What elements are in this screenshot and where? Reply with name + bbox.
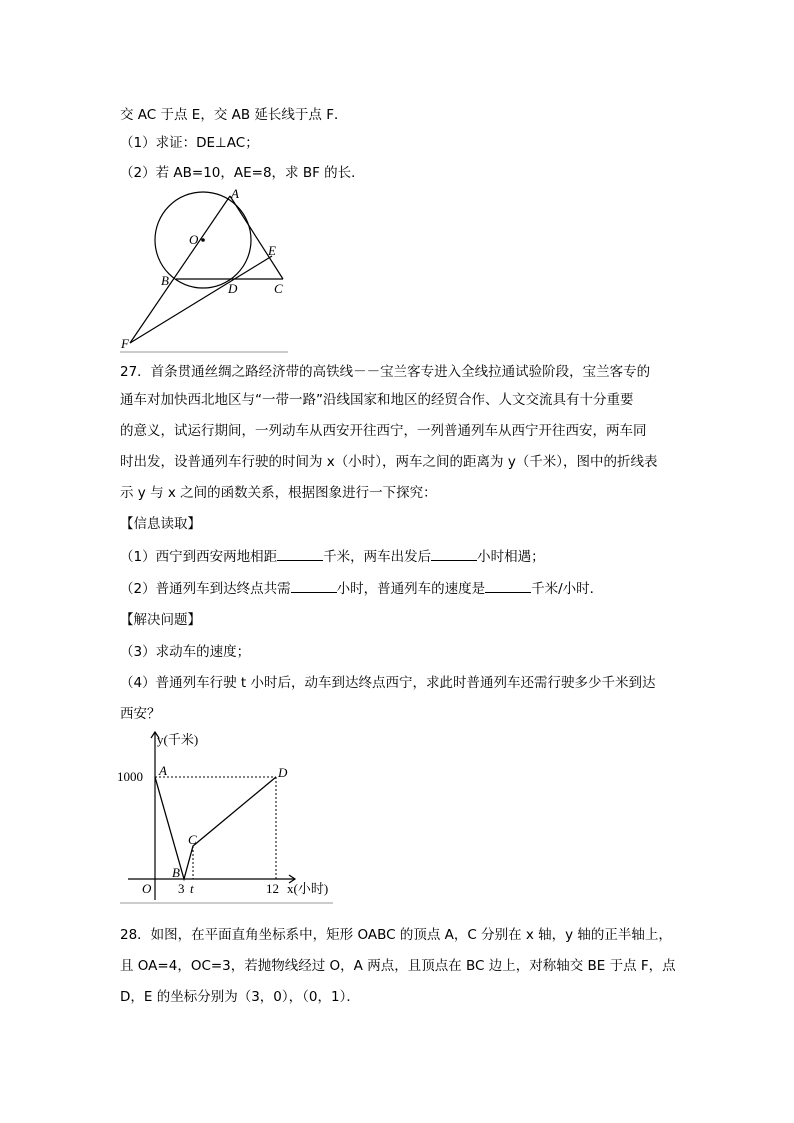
text: （2）普通列车到达终点共需 (120, 581, 291, 597)
label-b: B (161, 273, 169, 288)
x-tick-3: 3 (178, 881, 185, 896)
label-f: F (121, 336, 129, 351)
q27-line: 示 y 与 x 之间的函数关系，根据图象进行一下探究： (120, 485, 437, 501)
answer-blank (277, 546, 323, 561)
line-fe (130, 256, 272, 343)
text: 小时相遇； (477, 549, 545, 565)
label-a: A (231, 186, 239, 201)
label-e: E (268, 243, 276, 258)
center-dot (201, 238, 205, 242)
line-af (130, 196, 230, 343)
q27-line: 的意义，试运行期间，一列动车从西安开往西宁，一列普通列车从西宁开往西安，两车同 (120, 423, 647, 439)
q27-part3: （3）求动车的速度； (120, 644, 251, 660)
text: 千米，两车出发后 (323, 549, 432, 565)
q27-line: 27．首条贯通丝绸之路经济带的高铁线－－宝兰客专进入全线拉通试验阶段，宝兰客专的 (120, 364, 651, 380)
point-b-label: B (172, 865, 180, 880)
q26-part2: （2）若 AB=10，AE=8，求 BF 的长． (120, 165, 365, 181)
point-c-label: C (188, 832, 197, 847)
answer-blank (291, 578, 337, 593)
y-tick-1000: 1000 (117, 769, 143, 784)
point-a-label: A (159, 763, 167, 778)
q27-part4: （4）普通列车行驶 t 小时后，动车到达终点西宁，求此时普通列车还需行驶多少千米到达 (120, 675, 656, 691)
q26-part1: （1）求证：DE⊥AC； (120, 135, 259, 151)
label-c: C (274, 281, 283, 296)
x-tick-t: t (190, 881, 194, 896)
answer-blank (485, 578, 531, 593)
text: 小时，普通列车的速度是 (336, 581, 486, 597)
q27-part2 (120, 578, 603, 599)
answer-blank (431, 546, 477, 561)
q27-line: 通车对加快西北地区与“一带一路”沿线国家和地区的经贸合作、人文交流具有十分重要 (120, 392, 634, 408)
text: 千米/小时． (531, 581, 604, 597)
geometry-figure (120, 186, 288, 352)
point-d-label: D (278, 765, 288, 780)
q27-part1 (120, 546, 545, 567)
line-ac (230, 196, 283, 279)
q27-part4-cont: 西安？ (120, 706, 161, 722)
distance-time-graph (117, 732, 333, 903)
y-axis-label: y(千米) (157, 732, 199, 747)
q28-line: 且 OA=4，OC=3，若抛物线经过 O，A 两点，且顶点在 BC 边上，对称轴交 BE 于点 F，点 (120, 958, 676, 974)
q28-line: 28．如图，在平面直角坐标系中，矩形 OABC 的顶点 A，C 分别在 x 轴，y 轴的正半轴上， (120, 927, 672, 943)
q28-line: D，E 的坐标分别为（3，0），（0，1）． (120, 989, 360, 1005)
text: （1）西宁到西安两地相距 (120, 549, 278, 565)
section-solve-problem: 【解决问题】 (120, 612, 201, 628)
q26-line: 交 AC 于点 E，交 AB 延长线于点 F． (120, 107, 348, 123)
label-o: O (189, 232, 199, 247)
section-info-reading: 【信息读取】 (120, 516, 201, 532)
origin-label: O (142, 881, 152, 896)
label-d: D (228, 281, 238, 296)
graph-polyline (155, 777, 276, 879)
x-axis-label: x(小时) (287, 881, 329, 896)
x-tick-12: 12 (266, 881, 279, 896)
q27-line: 时出发，设普通列车行驶的时间为 x（小时），两车之间的距离为 y（千米），图中的折线表 (120, 454, 658, 470)
